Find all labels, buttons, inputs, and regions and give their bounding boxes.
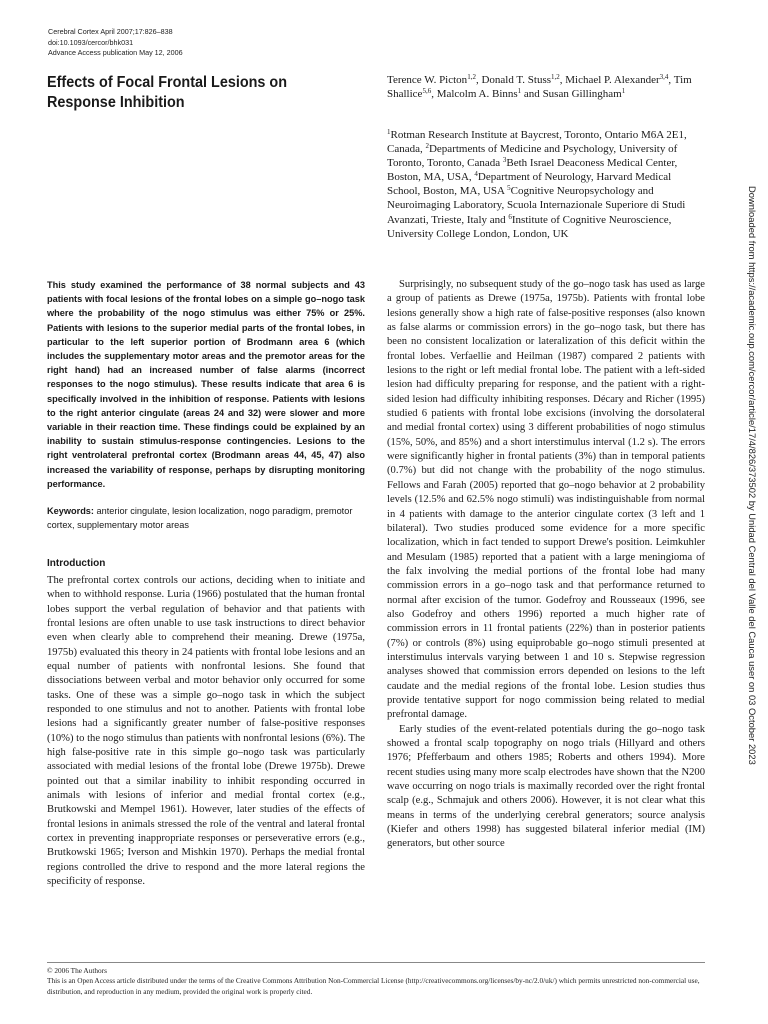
keywords-text: anterior cingulate, lesion localization, nogo paradigm, premotor cortex, supplementary motor areas (47, 506, 353, 531)
advance-access-note: Advance Access publication May 12, 2006 (48, 48, 183, 57)
introduction-heading: Introduction (47, 557, 106, 569)
author-name: Malcolm A. Binns (436, 87, 518, 100)
author-name: Michael P. Alexander (565, 74, 660, 86)
author-name: Donald T. Stuss (481, 74, 552, 86)
affiliation-marker: 4 (474, 170, 478, 179)
doi: doi:10.1093/cercor/bhk031 (48, 37, 134, 47)
footer-divider (47, 962, 705, 963)
author-name: Susan Gillingham (542, 87, 622, 100)
affiliation-text: Rotman Research Institute at Baycrest, Toronto, Ontario M6A 2E1, Canada, (387, 129, 687, 156)
body-paragraph: Early studies of the event-related potentials during the go–nogo task showed a frontal scalp topography on nogo trials (Hillyard and others 1976; Pfefferbaum and others 1985; Roberts and others 1994). More recent studies using many more scalp electrodes have shown that the N200 wave occurring on nogo trials is maximally recorded over the right frontal scalp (e.g., Schmajuk and others 2006). However, it is not clear what this means in terms of the underlying cerebral generators; source analysis (Kiefer and others 1998) has suggested bilateral inferior medial (IM) generators, but other source (387, 723, 705, 850)
affiliation-marker: 1 (387, 128, 391, 136)
journal-citation: Cerebral Cortex April 2007;17:826–838 (48, 27, 173, 36)
abstract: This study examined the performance of 38 normal subjects and 43 patients with focal lesions of the frontal lobes on a simple go–nogo task where the probability of the nogo stimulus was either 75% or 25%. Patients with lesions to the superior medial parts of the frontal lobes, in particular to the left superior portion of Brodmann area 6 (which includes the supplementary motor areas and the premotor areas for the right hand) had an increased number of false alarms (incorrect responses to the nogo stimulus). These results indicate that area 6 is specifically involved in the inhibition of response. Patients with lesions to the right anterior cingulate (areas 24 and 32) were slower and more variable in their reaction time. These findings could be explained by an inability to sustain stimulus-response contingencies. Lesions to the right ventrolateral prefrontal cortex (Brodmann areas 44, 45, 47) also increased the variability of response, perhaps by disrupting monitoring performance. (47, 280, 365, 489)
affiliation-text: Cognitive Neuropsychology and Neuroimaging Laboratory, Scuola Internazionale Superiore di Studi Avanzati, Trieste, Italy and (387, 185, 686, 226)
author-name: Terence W. Picton (387, 74, 468, 86)
author-affiliation-marker: 1,2 (551, 73, 560, 81)
author-name: Tim Shallice (387, 74, 692, 100)
author-affiliation-marker: 1,2 (467, 73, 476, 81)
left-column (47, 278, 365, 889)
affiliation-text: Departments of Medicine and Psychology, University of Toronto, Toronto, Canada (387, 143, 678, 170)
affiliation-marker: 3 (502, 156, 507, 165)
body-paragraph: Surprisingly, no subsequent study of the go–nogo task has used as large a group of patients as Drewe (1975a, 1975b). Patients with frontal lobe lesions generally show a high rate of false-positive responses (also known as false alarms or commission errors) in the go–nogo task, but there has been no consistent localization or lateralization of this deficit within the frontal lobes. Verfaellie and Heilman (1987) compared 2 patients with lesions to the right or left medial frontal lobe. The patient with a left-sided lesion had difficulty preparing for response, and the patient with a right-sided lesion had difficulty inhibiting responses. Décary and Richer (1995) studied 6 patients with frontal lobe excisions (involving the dorsolateral and medial frontal cortex) using 3 different probabilities of nogo stimulus (15%, 50%, and 85%) and a short interstimulus interval (1.2 s). The errors were significantly higher in frontal patients (3%) than in temporal patients (0.7%) but did not change with the probability of the nogo stimulus. Fellows and Farah (2005) reported that go–nogo behavior at 2 probability levels (12.5% and 62.5% nogo stimuli) was indistinguishable from normal in 4 patients with damage to the anterior cingulate cortex (3 left and 1 bilateral). Two studies produced some evidence for a more specific localization, which in fact tended to support Drewe's position. Leimkuhler and Mesulam (1985) reported that a patient with a large meningioma of the falx involving the medial portions of the frontal lobe had many commission errors in a go–nogo task and that performance returned to normal after excision of the tumor. Godefroy and Rousseaux (1996, see also Godefroy and others 1996) reported a much higher rate of commission errors in 11 frontal patients (22%) than in posterior patients (7%) or controls (8%) using equiprobable go–nogo stimuli presented at interstimulus intervals varying between 1 and 10 s. Stepwise regression analyses showed that commission errors depended on lesions to the left caudate and the medial regions of the frontal lobe. Lesion studies thus provide tentative support for nogo commission being related to medial prefrontal damage. (387, 279, 705, 721)
affiliation-text: Beth Israel Deaconess Medical Center, Boston, MA, USA, (387, 157, 678, 184)
introduction-paragraph: The prefrontal cortex controls our actions, deciding when to initiate and when to withhold response. Luria (1966) postulated that the human frontal lobes support the verbal regulation of behavior and that patients with frontal lesions are often unable to use task instructions to direct behavior even when clearly able to comprehend their meaning. Drewe (1975a, 1975b) evaluated this theory in 24 patients with frontal lobe lesions and an equal number of patients with nonfrontal lesions. She found that dissociations between verbal and motor behavior only occurred for some tasks. One of these was a simple go–nogo task in which the subject responded to one stimulus and not to another. Patients with frontal lobe lesions had a significantly greater number of false-positive responses (10%) to the nogo stimulus than patients with nonfrontal lesions (6%). The high false-positive rate in this simple go–nogo task was particularly associated with medial lesions of the frontal lobe (Drewe 1975b). Drewe pointed out that a similar inability to inhibit responding occurred in animals with lesions of inferior and medial frontal cortex (e.g., Brutkowski and Mempel 1961). However, later studies of the effects of frontal lesions in animals stressed the role of the ventral and lateral frontal cortex in preventing inappropriate responses or perseverative errors (e.g., Brutkowski 1965; Iverson and Mishkin 1970). Perhaps the medial frontal regions controlled the drive to respond and the more lateral regions the specificity of response. (47, 574, 365, 888)
right-column (387, 278, 705, 852)
affiliation-marker: 5 (507, 184, 511, 193)
author-affiliation-marker: 3,4 (659, 73, 669, 81)
license-footer (47, 966, 705, 997)
affiliation-text: Department of Neurology, Harvard Medical School, Boston, MA, USA (387, 171, 672, 198)
journal-header (48, 27, 368, 59)
license-text: This is an Open Access article distributed under the terms of the Creative Commons Attribution Non-Commercial License (http://creativecommons.org/licenses/by-nc/2.0/uk/) which permits unrestricted non-commercial use, distribution, and reproduction in any medium, provided the original work is properly cited. (47, 976, 700, 996)
copyright-line: © 2006 The Authors (47, 966, 107, 975)
author-affiliation-marker: 5,6 (422, 86, 432, 95)
keywords (47, 504, 365, 533)
affiliation-list (387, 128, 697, 241)
keywords-label: Keywords: (47, 506, 94, 517)
author-affiliation-marker: 1 (621, 86, 626, 95)
affiliation-text: Institute of Cognitive Neuroscience, University College London, London, UK (387, 213, 672, 240)
paper-title: Effects of Focal Frontal Lesions on Response Inhibition (47, 74, 288, 111)
author-affiliation-marker: 1 (517, 86, 522, 95)
author-list: Terence W. Picton$^{1,2}$, Donald T. Stuss$^{1,2}$, Michael P. Alexander$^{3,4}$, Tim Shallice$^{5,6}$, Malcolm A. Binns$^1$ and Susan Gillingham$^1$ (387, 73, 692, 100)
affiliation-marker: 2 (425, 142, 429, 151)
affiliation-marker: 6 (508, 212, 512, 221)
download-watermark: Downloaded from https://academic.oup.com/cercor/article/17/4/826/373502 by Unidad Central del Valle del Cauca user on 03 October 2023 (747, 186, 758, 765)
